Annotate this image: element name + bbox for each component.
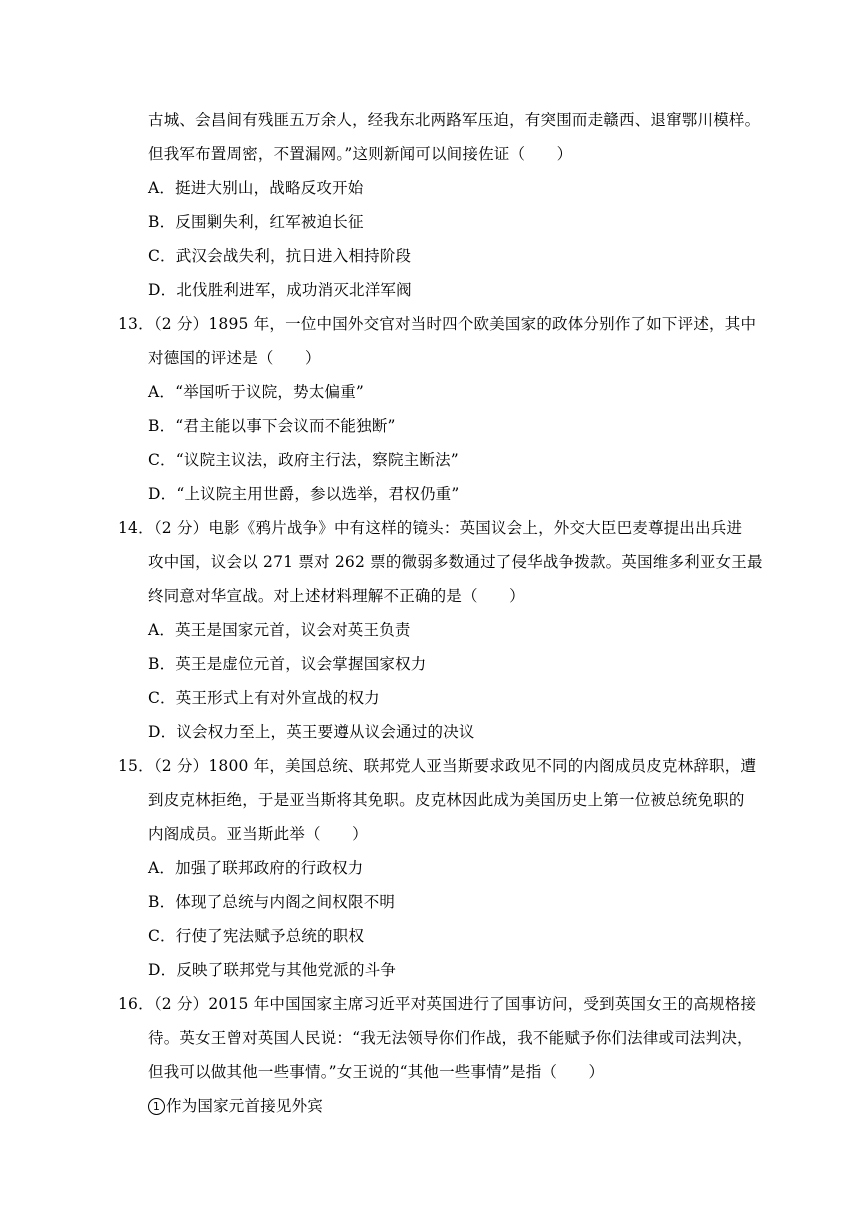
q15-stem-line-2: 到皮克林拒绝，于是亚当斯将其免职。皮克林因此成为美国历史上第一位被总统免职的 (148, 791, 745, 809)
q15-option-a: A．加强了联邦政府的行政权力 (148, 859, 364, 877)
q14-stem-line-2: 攻中国，议会以 271 票对 262 票的微弱多数通过了侵华战争拨款。英国维多利亚女王最 (148, 553, 763, 571)
q15-option-d: D．反映了联邦党与其他党派的斗争 (148, 961, 397, 979)
q15-option-b: B．体现了总统与内阁之间权限不明 (148, 893, 396, 911)
q12-option-c: C．武汉会战失利，抗日进入相持阶段 (148, 247, 412, 265)
q14-stem-line-1: 14．（2 分）电影《鸦片战争》中有这样的镜头：英国议会上，外交大臣巴麦尊提出出兵进 (118, 519, 743, 537)
q16-stem-line-1: 16．（2 分）2015 年中国国家主席习近平对英国进行了国事访问，受到英国女王的高规格接 (118, 995, 757, 1013)
q13-option-a: A．“举国听于议院，势太偏重” (148, 383, 365, 401)
q16-item-1 (148, 1096, 323, 1116)
q16-item-1-text: 作为国家元首接见外宾 (166, 1097, 324, 1115)
q15-stem-line-1: 15．（2 分）1800 年，美国总统、联邦党人亚当斯要求政见不同的内阁成员皮克林辞职，遭 (118, 757, 757, 775)
q15-stem-line-3: 内阁成员。亚当斯此举（ ） (148, 825, 368, 843)
q13-stem-line-1: 13．（2 分）1895 年，一位中国外交官对当时四个欧美国家的政体分别作了如下评述，其中 (118, 315, 757, 333)
q13-option-d: D．“上议院主用世爵，参以选举，君权仍重” (148, 485, 460, 503)
q16-stem-line-3: 但我可以做其他一些事情。”女王说的“其他一些事情”是指（ ） (148, 1063, 605, 1081)
q13-option-c: C．“议院主议法，政府主行法，察院主断法” (148, 451, 459, 469)
circled-number-1-icon: 1 (148, 1098, 165, 1115)
q14-stem-line-3: 终同意对华宣战。对上述材料理解不正确的是（ ） (148, 587, 525, 605)
q14-option-d: D．议会权力至上，英王要遵从议会通过的决议 (148, 723, 475, 741)
q14-option-b: B．英王是虚位元首，议会掌握国家权力 (148, 655, 427, 673)
q12-stem-line-2: 但我军布置周密，不置漏网。”这则新闻可以间接佐证（ ） (148, 145, 573, 163)
q15-option-c: C．行使了宪法赋予总统的职权 (148, 927, 365, 945)
q12-stem-line-1: 古城、会昌间有残匪五万余人，经我东北两路军压迫，有突围而走赣西、退窜鄂川模样。 (148, 111, 761, 129)
q13-option-b: B．“君主能以事下会议而不能独断” (148, 417, 396, 435)
q12-option-a: A．挺进大别山，战略反攻开始 (148, 179, 364, 197)
q12-option-d: D．北伐胜利进军，成功消灭北洋军阀 (148, 281, 412, 299)
q14-option-c: C．英王形式上有对外宣战的权力 (148, 689, 380, 707)
q14-option-a: A．英王是国家元首，议会对英王负责 (148, 621, 411, 639)
q12-option-b: B．反围剿失利，红军被迫长征 (148, 213, 364, 231)
q13-stem-line-2: 对德国的评述是（ ） (148, 349, 321, 367)
q16-stem-line-2: 待。英女王曾对英国人民说：“我无法领导你们作战，我不能赋予你们法律或司法判决， (148, 1029, 753, 1047)
